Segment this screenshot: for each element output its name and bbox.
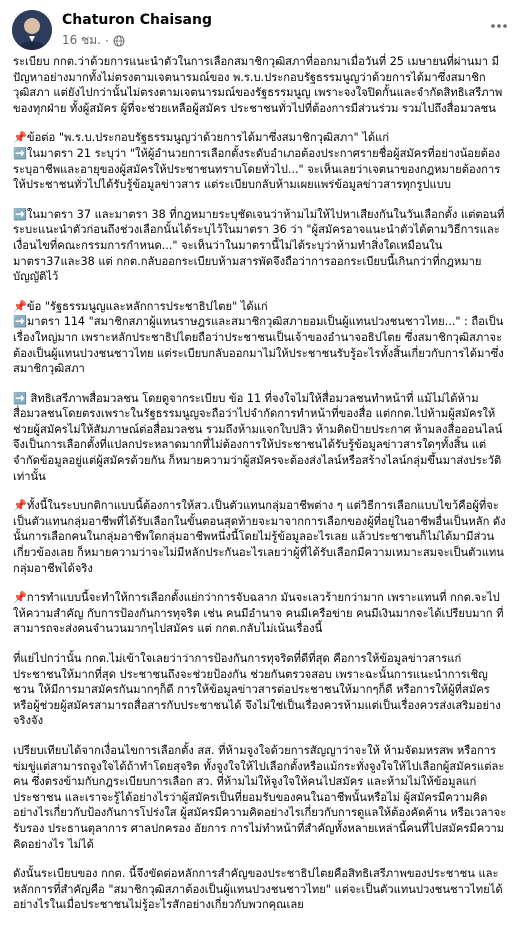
post-header [12,10,511,50]
post-paragraph: 📌ทั้งนี้ในระบบกติกาแบบนี้ต้องการให้สว.เป็นตัวแทนกลุ่มอาชีพต่าง ๆ แต่วิธีการเลือกแบบไขว้คือผู้ที่จะเป็นตัวแทนกลุ่มอาชีพที่ได้รับเลือกในขั้นตอนสุดท้ายจะมาจากการเลือกของผู้ที่อยู่ในอาชีพอื่นเป็นหลัก ดังนั้นการเลือกคนในกลุ่มอาชีพใดกลุ่มอาชีพหนึ่งนี้โดยไม่รู้ข้อมูลอะไรเลย แล้วประชาชนก็ไม่ได้มามีส่วนเกี่ยวข้องเลย ก็หมายความว่าจะไม่มีหลักประกันอะไรเลยว่าผู้ที่ได้รับเลือกมีความเหมาะสมจะเป็นตัวแทนกลุ่มอาชีพได้จริง [13,499,506,575]
post-paragraph: 📌ข้อต่อ "พ.ร.บ.ประกอบรัฐธรรมนูญว่าด้วยการได้มาซึ่งสมาชิกวุฒิสภา" ได้แก่ ➡️ในมาตรา 21 ระบุว่า "ให้ผู้อำนวยการเลือกตั้งระดับอำเภอต้องประกาศรายชื่อผู้สมัครที่อย่างน้อยต้องระบุอาชีพและอายุของผู้สมัครให้ประชาชนทราบโดยทั่วไป..." จะเห็นเลยว่าเจตนาของกฎหมายต้องการให้ประชาชนทั่วไปได้รับรู้ข้อมูลข่าวสาร แต่ระเบียบกลับห้ามเผยแพร่ข้อมูลข่าวสารทุกรูปแบบ [13,131,501,192]
post-paragraph: ระเบียบ กกต.ว่าด้วยการแนะนำตัวในการเลือกสมาชิกวุฒิสภาที่ออกมาเมื่อวันที่ 25 เมษายนที่ผ่านมา มีปัญหาอย่างมากทั้งไม่ตรงตามเจตนารมณ์ของ พ.ร.บ.ประกอบรัฐธรรมนูญว่าด้วยการได้มาซึ่งสมาชิกวุฒิสภา แต่ยังไปกว่านั้นไม่ตรงตามเจตนารมณ์ของรัฐธรรมนูญ เพราะจงใจปิดกั้นและจำกัดสิทธิเสรีภาพของทุกฝ่าย ทั้งผู้สมัคร ผู้ที่จะช่วยเหลือผู้สมัคร ประชาชนทั่วไปที่ต้องการมีส่วนร่วม รวมไปถึงสื่อมวลชน [13,55,503,115]
post-body [13,54,509,927]
post-paragraph: เปรียบเทียบได้จากเงื่อนไขการเลือกตั้ง สส. ที่ห้ามจูงใจด้วยการสัญญาว่าจะให้ ห้ามจัดมหรสพ หรือการข่มขู่แต่สามารถจูงใจได้ถ้าทำโดยสุจริต ทั้งจูงใจให้ไปเลือกตั้งหรือแม้กระทั่งจูงใจให้ไปเลือกผู้สมัครแต่ละคน ซึ่งตรงข้ามกับกฎระเบียบการเลือก สว. ที่ห้ามไม่ให้จูงใจให้คนไปสมัคร และห้ามไม่ให้ข้อมูลแก่ประชาชน และเราจะรู้ได้อย่างไรว่าผู้สมัครเป็นที่ยอมรับของคนในอาชีพนั้นหรือไม่ ผู้สมัครมีความคิดอย่างไรเกี่ยวกับป้องกันการโปร่งใส ผู้สมัครมีความคิดอย่างไรเกี่ยวกับการดูแลให้ต้องคัดค้าน หรือเวลาจะรับรอง ประธานตุลาการ ศาลปกครอง อัยการ การไม่ทำหน้าที่สำคัญทั้งหลายเหล่านี้คนที่ไปสมัครมีความคิดอย่างไร ไม่ได้ [13,743,507,851]
post-paragraph: 📌การทำแบบนี้จะทำให้การเลือกตั้งแย่กว่าการจับฉลาก มันจะเลวร้ายกว่ามาก เพราะแทนที่ กกต.จะไปให้ความสำคัญ กับการป้องกันการทุจริต เช่น คนมีอำนาจ คนมีเครือข่าย คนมีเงินมากจะได้เปรียบมาก ที่สามารถจะส่งคนจำนวนมากๆไปสมัคร แต่ กกต.กลับไม่เน้นเรื่องนี้ [13,591,504,636]
post-paragraph: ดังนั้นระเบียบของ กกต. นี้จึงขัดต่อหลักการสำคัญของประชาธิปไตยคือสิทธิเสรีภาพของประชาชน และหลักการที่สำคัญคือ "สมาชิกวุฒิสภาต้องเป็นผู้แทนปวงชนชาวไทย" แต่จะเป็นตัวแทนปวงชนชาวไทยได้อย่างไรในเมื่อประชาชนไม่รู้อะไรสักอย่างเกี่ยวกับพวกคุณเลย [13,867,503,912]
globe-icon [113,35,125,47]
more-options-icon[interactable] [487,14,511,38]
post-time[interactable]: 16 ชม. [62,33,101,47]
meta-separator: · [104,33,109,48]
author-avatar[interactable] [12,10,52,50]
post-paragraph: 📌ข้อ "รัฐธรรมนูญและหลักการประชาธิปไตย" ได้แก่ ➡️มาตรา 114 "สมาชิกสภาผู้แทนราษฎรและสมาชิกวุฒิสภายอมเป็นผู้แทนปวงชนชาวไทย..." : ถือเป็นเรื่องใหญ่มาก เพราะหลักประชาธิปไตยถือว่าประชาชนเป็นเจ้าของอำนาจอธิปไตย ซึ่งสมาชิกวุฒิสภาจะต้องเป็นผู้แทนปวงชนชาวไทย แต่ระเบียบกลับออกมาไม่ให้ประชาชนรับรู้อะไรทั้งสิ้นเกี่ยวกับการได้มาซึ่งสมาชิกวุฒิสภา [13,299,504,376]
post-paragraph: ➡️ในมาตรา 37 และมาตรา 38 ที่กฎหมายระบุชัดเจนว่าห้ามไม่ให้ไปหาเสียงกันในวันเลือกตั้ง แต่ตอนที่ระบะแนะนำตัวก่อนถึงช่วงเลือกนั้นได้ระบุไว้ในมาตรา 36 ว่า "ผู้สมัครอาจแนะนำตัวได้ตามวิธีการและเงื่อนไขที่คณะกรรมการกำหนด..." จะเห็นว่าในมาตรานี้ไม่ได้ระบุว่าห้ามทำสิ่งใดเหมือนในมาตรา37และ38 แต่ กกต.กลับออกระเบียบห้ามสารพัดจึงถือว่าการออกระเบียบนี้เกินกว่าที่กฎหมายบัญญัติไว้ [13,207,505,284]
post-meta [62,31,125,50]
post-paragraph: ที่แย่ไปกว่านั้น กกต.ไม่เข้าใจเลยว่าว่าการป้องกันการทุจริตที่ดีที่สุด คือการให้ข้อมูลข่าวสารแก่ประชาชนให้มากที่สุด ประชาชนถึงจะช่วยป้องกัน ช่วยกันตรวจสอบ เพราะฉะนั้นการแนะนำการเชิญชวน ให้มีการมาสมัครกันมากๆก็ดี การให้ข้อมูลข่าวสารต่อประชาชนให้มากๆก็ดี หรือการให้ผู้ที่สมัครหรือผู้ช่วยผู้สมัครสามารถสื่อสารกับประชาชนได้ จึงไม่ใช่เป็นเรื่องควรห้ามแต่เป็นเรื่องควรส่งเสริมอย่างจริงจัง [13,652,501,728]
post-paragraph: ➡️ สิทธิเสรีภาพสื่อมวลชน โดยดูจากระเบียบ ข้อ 11 ที่จงใจไม่ให้สื่อมวลชนทำหน้าที่ แม้ไม่ได้ห้ามสื่อมวลชนโดยตรงเพราะในรัฐธรรมนูญจะถือว่าไปจำกัดการทำหน้าที่ของสื่อ แต่กกต.ไปห้ามผู้สมัครให้ช่วยผู้สมัครไม่ให้สัมภาษณ์ต่อสื่อมวลชน รวมถึงห้ามแจกใบปลิว ห้ามติดป้ายประกาศ ห้ามลงสื่อออนไลน์ จึงเป็นการเลือกตั้งที่แปลกประหลาดมากที่ไม่ต้องการให้ประชาชนได้รับรู้ข้อมูลข่าวสารใดๆทั้งสิ้น แต่จำกัดข้อมูลอยู่แต่ผู้สมัครด้วยกัน ก็หมายความว่าผู้สมัครจะต้องส่งไลน์หรือสร้างไลน์กลุ่มขึ้นมาส่งประวัติเท่านั้น [13,391,506,483]
author-name[interactable]: Chaturon Chaisang [62,12,212,28]
